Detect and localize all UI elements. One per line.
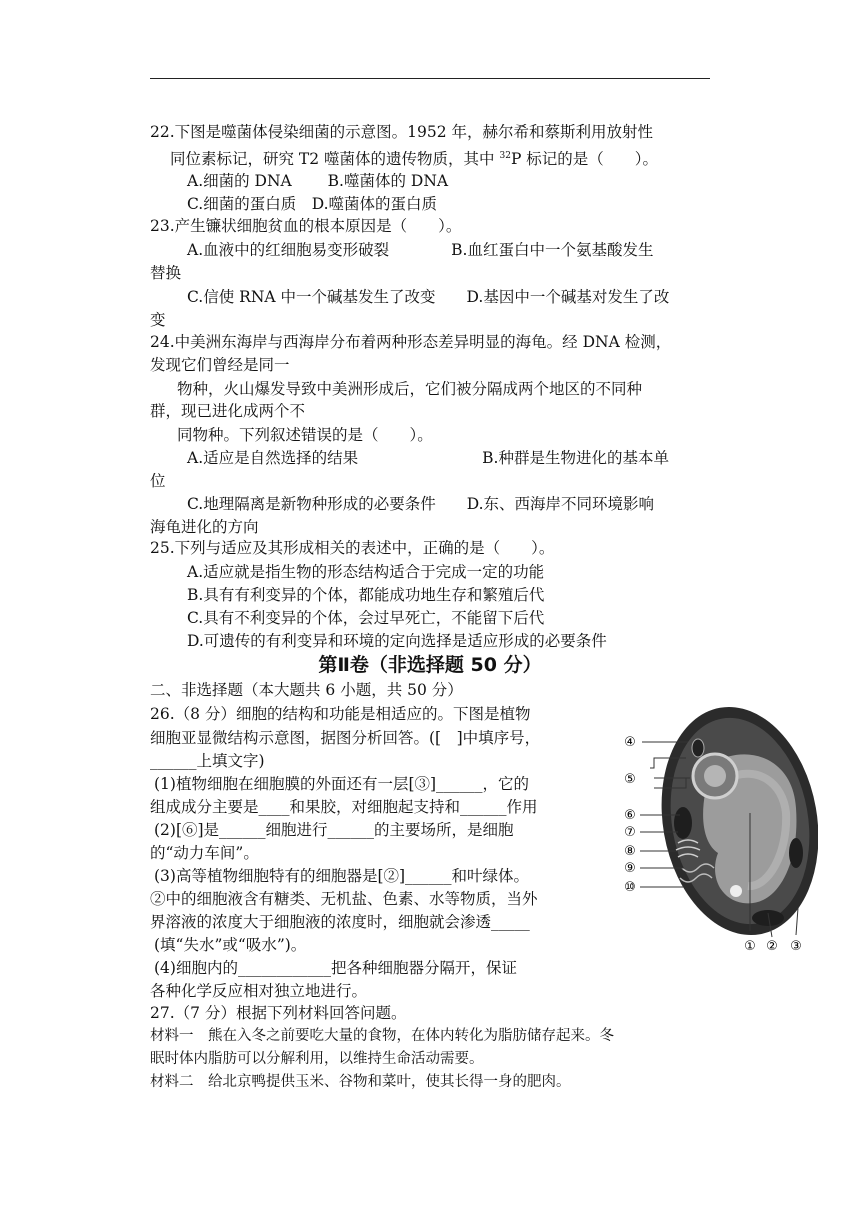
q22-stem-line-2: 同位素标记，研究 T2 噬菌体的遗传物质，其中 $^{32}$P 标记的是（ ）。 <box>170 150 659 168</box>
ribosome <box>730 885 742 897</box>
label-3: ③ <box>790 939 802 954</box>
nucleolus <box>704 765 726 787</box>
label-2: ② <box>766 939 778 954</box>
chloroplast <box>674 807 692 839</box>
q25-option-c: C.具有不利变异的个体，会过早死亡，不能留下后代 <box>187 609 545 627</box>
label-4: ④ <box>624 735 636 750</box>
q25-option-a: A.适应就是指生物的形态结构适合于完成一定的功能 <box>187 563 545 581</box>
plant-cell-diagram <box>618 703 818 960</box>
q26-line-1: 26.（8 分）细胞的结构和功能是相适应的。下图是植物 <box>150 705 531 723</box>
label-10: ⑩ <box>624 880 636 895</box>
q26-line-10: 界溶液的浓度大于细胞液的浓度时，细胞就会渗透_____ <box>150 913 530 931</box>
q22-options-cd: C.细菌的蛋白质 D.噬菌体的蛋白质 <box>187 195 438 213</box>
superscript-32: 32 <box>499 151 511 161</box>
q24-line-3: 物种，火山爆发导致中美洲形成后，它们被分隔成两个地区的不同种 <box>177 380 643 398</box>
q26-line-2: 细胞亚显微结构示意图，据图分析回答。([ ]中填序号， <box>150 729 541 747</box>
q23-options-line-1: A.血液中的红细胞易变形破裂 B.血红蛋白中一个氨基酸发生 <box>187 241 654 259</box>
q24-line-5: 同物种。下列叙述错误的是（ ）。 <box>177 426 433 444</box>
q22-options-ab: A.细菌的 DNA B.噬菌体的 DNA <box>187 172 449 190</box>
q24-line-2: 发现它们曾经是同一 <box>150 356 290 374</box>
q27-material-1-line-1: 材料一 熊在入冬之前要吃大量的食物，在体内转化为脂肪储存起来。冬 <box>150 1028 614 1044</box>
q26-line-6: (2)[⑥]是______细胞进行______的主要场所，是细胞 <box>154 821 514 839</box>
q27-stem: 27.（7 分）根据下列材料回答问题。 <box>150 1004 407 1022</box>
q23-stem: 23.产生镰状细胞贫血的根本原因是（ ）。 <box>150 217 462 235</box>
mitochondrion <box>692 739 704 757</box>
q26-line-13: 各种化学反应相对独立地进行。 <box>150 982 368 1000</box>
label-1: ① <box>744 939 756 954</box>
q23-options-line-4: 变 <box>150 311 166 329</box>
q24-line-1: 24.中美洲东海岸与西海岸分布着两种形态差异明显的海龟。经 DNA 检测， <box>150 333 672 351</box>
label-6: ⑥ <box>624 808 636 823</box>
q25-option-b: B.具有有利变异的个体，都能成功地生存和繁殖后代 <box>187 586 545 604</box>
q24-line-4: 群，现已进化成两个不 <box>150 402 306 420</box>
q26-line-3: ______上填文字) <box>150 752 265 770</box>
q24-line-7: 位 <box>150 472 166 490</box>
label-9: ⑨ <box>624 861 636 876</box>
q27-material-2: 材料二 给北京鸭提供玉米、谷物和菜叶，使其长得一身的肥肉。 <box>150 1074 571 1090</box>
q26-line-4: (1)植物细胞在细胞膜的外面还有一层[③]______，它的 <box>154 775 530 793</box>
q23-options-line-2: 替换 <box>150 264 182 282</box>
q26-line-8: (3)高等植物细胞特有的细胞器是[②]______和叶绿体。 <box>154 867 530 885</box>
chloroplast <box>752 910 784 926</box>
chloroplast <box>789 838 803 868</box>
label-5: ⑤ <box>624 772 636 787</box>
part2-title: 第Ⅱ卷（非选择题 50 分） <box>318 654 542 676</box>
q26-line-12: (4)细胞内的____________把各种细胞器分隔开，保证 <box>154 959 517 977</box>
q24-line-6: A.适应是自然选择的结果 B.种群是生物进化的基本单 <box>187 449 669 467</box>
q26-line-5: 组成成分主要是____和果胶，对细胞起支持和______作用 <box>150 798 538 816</box>
q26-line-7: 的“动力车间”。 <box>150 844 259 862</box>
q25-stem: 25.下列与适应及其形成相关的表述中，正确的是（ ）。 <box>150 539 555 557</box>
q26-line-11: (填“失水”或“吸水”)。 <box>154 936 307 954</box>
q26-line-9: ②中的细胞液含有糖类、无机盐、色素、水等物质，当外 <box>150 890 538 908</box>
label-8: ⑧ <box>624 844 636 859</box>
q23-options-line-3: C.信使 RNA 中一个碱基发生了改变 D.基因中一个碱基对发生了改 <box>187 288 670 306</box>
header-rule <box>150 78 710 79</box>
q27-material-1-line-2: 眠时体内脂肪可以分解利用，以维持生命活动需要。 <box>150 1051 484 1067</box>
q24-line-8: C.地理隔离是新物种形成的必要条件 D.东、西海岸不同环境影响 <box>187 495 655 513</box>
q24-line-9: 海龟进化的方向 <box>150 518 259 536</box>
part2-subtitle: 二、非选择题（本大题共 6 小题，共 50 分） <box>150 681 463 699</box>
label-7: ⑦ <box>624 825 636 840</box>
q25-option-d: D.可遗传的有利变异和环境的定向选择是适应形成的必要条件 <box>187 632 607 650</box>
q22-stem-line-1: 22.下图是噬菌体侵染细菌的示意图。1952 年，赫尔希和蔡斯利用放射性 <box>150 123 654 141</box>
